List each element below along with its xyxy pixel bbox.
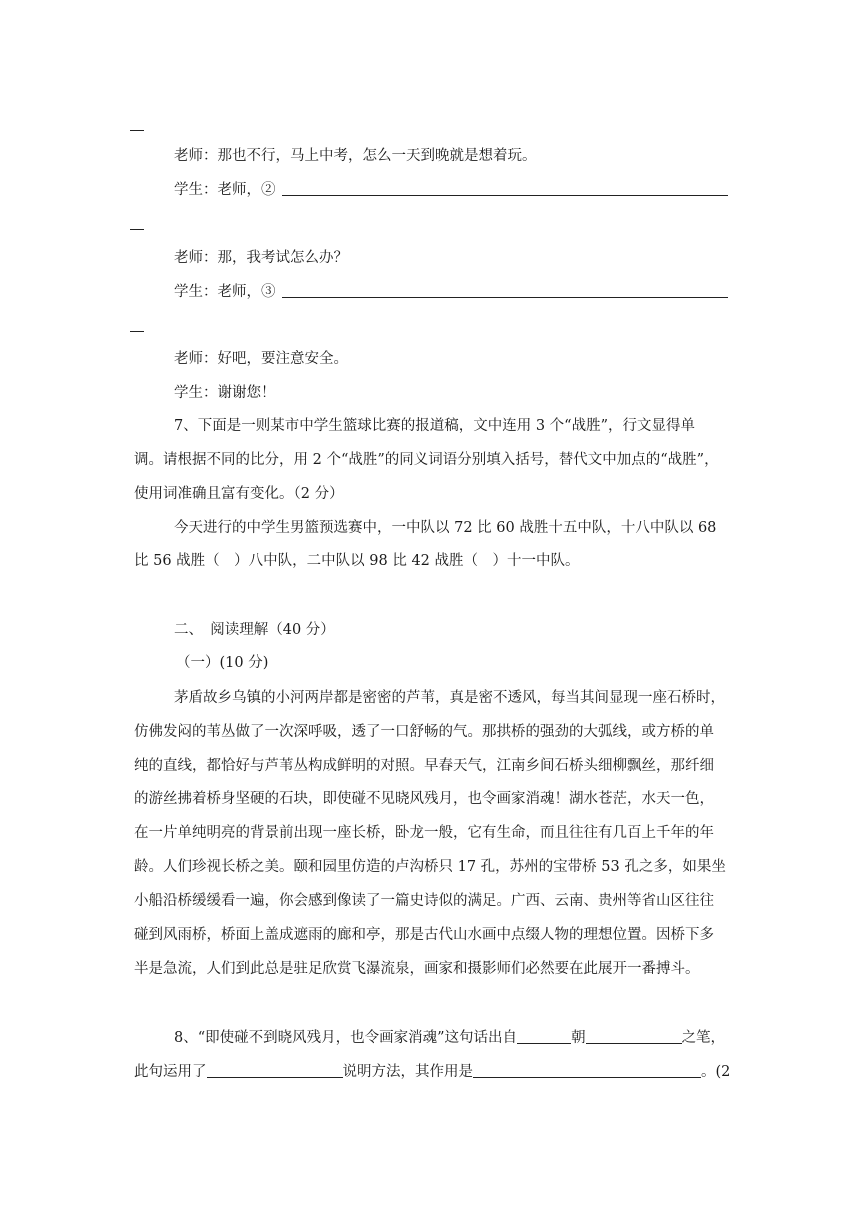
question-8-line-1: 8、“即使碰不到晓风残月，也令画家消魂”这句话出自 朝 之笔， <box>174 1030 726 1046</box>
answer-blank-effect[interactable] <box>473 1063 701 1078</box>
question-8-line-2: 此句运用了 说明方法，其作用是 。(2 <box>134 1064 731 1080</box>
dialogue-teacher-4: 老师：好吧，要注意安全。 <box>174 351 348 367</box>
section-2-heading: 二、 阅读理解（40 分） <box>174 622 335 638</box>
passage-line: 纯的直线，都恰好与芦苇丛构成鲜明的对照。早春天气，江南乡间石桥头细柳飘丝，那纤细 <box>134 758 714 774</box>
passage-line: 龄。人们珍视长桥之美。颐和园里仿造的卢沟桥只 17 孔，苏州的宝带桥 53 孔之多，如果坐 <box>134 859 726 875</box>
question-7-line-5: 比 56 战胜（ ）八中队，二中队以 98 比 42 战胜（ ）十一中队。 <box>134 553 580 569</box>
answer-blank-method[interactable] <box>207 1063 343 1078</box>
answer-blank-3[interactable] <box>282 297 728 298</box>
passage-line: 仿佛发闷的苇丛做了一次深呼吸，透了一口舒畅的气。那拱桥的强劲的大弧线，或方桥的单 <box>134 724 714 740</box>
continuation-dash <box>130 229 144 230</box>
question-7-line-1: 7、下面是一则某市中学生篮球比赛的报道稿，文中连用 3 个“战胜”，行文显得单 <box>174 418 695 434</box>
passage-line: 半是急流，人们到此总是驻足欣赏飞瀑流泉，画家和摄影师们必然要在此展开一番搏斗。 <box>134 961 700 977</box>
passage-line: 小船沿桥缓缓看一遍，你会感到像读了一篇史诗似的满足。广西、云南、贵州等省山区往往 <box>134 893 714 909</box>
continuation-dash <box>130 331 144 332</box>
dialogue-teacher-1: 老师：那也不行，马上中考，怎么一天到晚就是想着玩。 <box>174 148 537 164</box>
continuation-dash <box>130 130 144 131</box>
passage-line: 碰到风雨桥，桥面上盖成遮雨的廊和亭，那是古代山水画中点缀人物的理想位置。因桥下多 <box>134 927 714 943</box>
dialogue-student-2: 学生：老师，② <box>174 182 276 198</box>
question-7-line-2: 调。请根据不同的比分，用 2 个“战胜”的同义词语分别填入括号，替代文中加点的“战胜”， <box>134 452 719 468</box>
section-2-subheading: （一）(10 分) <box>176 655 269 671</box>
dialogue-student-4: 学生：谢谢您！ <box>174 385 276 401</box>
passage-line: 茅盾故乡乌镇的小河两岸都是密密的芦苇，真是密不透风，每当其间显现一座石桥时， <box>174 690 725 706</box>
passage-line: 在一片单纯明亮的背景前出现一座长桥，卧龙一般，它有生命，而且往往有几百上千年的年 <box>134 825 714 841</box>
answer-blank-author[interactable] <box>586 1029 682 1044</box>
question-7-line-4: 今天进行的中学生男篮预选赛中，一中队以 72 比 60 战胜十五中队，十八中队以 68 <box>174 520 717 536</box>
answer-blank-dynasty[interactable] <box>517 1029 571 1044</box>
dialogue-student-3: 学生：老师，③ <box>174 284 276 300</box>
passage-line: 的游丝拂着桥身坚硬的石块，即使碰不见晓风残月，也令画家消魂！湖水苍茫，水天一色， <box>134 791 714 807</box>
dialogue-teacher-3: 老师：那，我考试怎么办？ <box>174 250 348 266</box>
question-7-line-3: 使用词准确且富有变化。（2 分） <box>134 486 344 502</box>
answer-blank-2[interactable] <box>282 195 728 196</box>
